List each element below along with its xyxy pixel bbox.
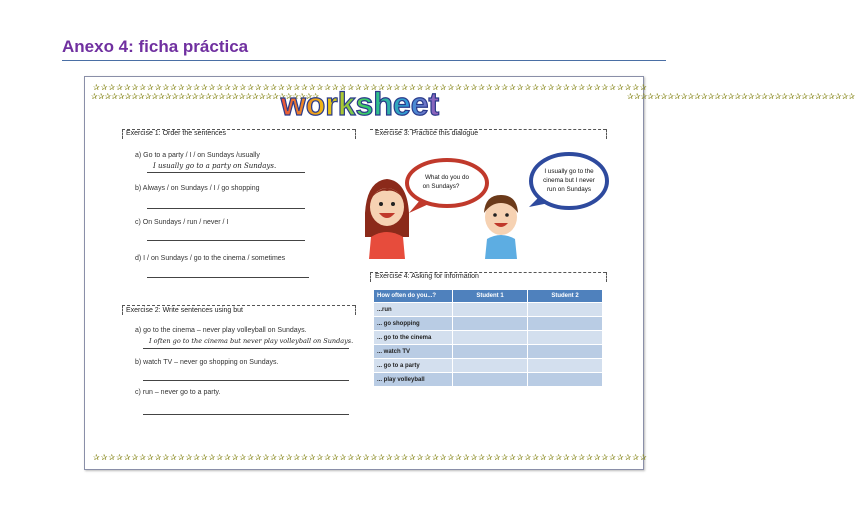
table-row — [374, 373, 603, 387]
info-table — [373, 289, 603, 387]
ex2-label: Exercise 2: Write sentences using but — [126, 307, 243, 314]
table-row — [374, 331, 603, 345]
bubble-right-line3: run on Sundays — [546, 186, 592, 193]
dialogue-illustration — [361, 141, 613, 261]
ex1-label: Exercise 1: Order the sentences — [126, 130, 226, 137]
ex1-answer-a: I usually go to a party on Sundays. — [153, 162, 277, 170]
table-row — [374, 303, 603, 317]
answer-line — [147, 172, 305, 173]
ex3-label: Exercise 3: Practice this dialogue — [375, 130, 479, 137]
boy-illustration — [484, 195, 518, 259]
table-header-cell: Student 1 — [453, 290, 528, 303]
table-cell: ... play volleyball — [374, 373, 453, 387]
ex1-item-d: d) I / on Sundays / go to the cinema / sometimes — [135, 255, 286, 262]
girl-illustration — [365, 179, 409, 259]
table-header-cell: How often do you...? — [374, 290, 453, 303]
ex2-item-b: b) watch TV – never go shopping on Sundays. — [135, 359, 279, 366]
table-row — [374, 317, 603, 331]
answer-line — [143, 380, 349, 381]
speech-bubble-left — [407, 160, 487, 213]
bubble-right-line1: I usually go to the — [544, 168, 594, 175]
answer-line — [147, 277, 309, 278]
answer-line — [147, 240, 305, 241]
ex2-item-a: a) go to the cinema – never play volleyball on Sundays. — [135, 327, 307, 334]
bubble-left-line1: What do you do — [424, 174, 470, 181]
ex1-item-a: a) Go to a party / I / on Sundays /usually — [135, 152, 260, 159]
ex2-border-top — [122, 305, 355, 306]
star-border-top: ✰✰✰✰✰✰✰✰✰✰✰✰✰✰✰✰✰✰✰✰✰✰✰✰✰✰✰✰✰✰✰✰✰✰✰✰✰✰✰✰✰✰✰✰✰✰✰✰✰✰✰✰✰✰✰✰✰✰✰✰✰✰✰✰✰✰✰✰✰✰✰✰ — [93, 83, 648, 92]
ex1-item-c: c) On Sundays / run / never / I — [135, 219, 229, 226]
worksheet-title: worksheet — [280, 86, 440, 122]
answer-line — [143, 348, 349, 349]
table-cell: ... go to a party — [374, 359, 453, 373]
table-cell: ... go to the cinema — [374, 331, 453, 345]
answer-line — [143, 414, 349, 415]
table-row — [374, 359, 603, 373]
table-cell: ... go shopping — [374, 317, 453, 331]
star-border-bottom: ✰✰✰✰✰✰✰✰✰✰✰✰✰✰✰✰✰✰✰✰✰✰✰✰✰✰✰✰✰✰✰✰✰✰✰✰✰✰✰✰✰✰✰✰✰✰✰✰✰✰✰✰✰✰✰✰✰✰✰✰✰✰✰✰✰✰✰✰✰✰✰✰ — [93, 453, 648, 462]
ex4-label: Exercise 4: Asking for information — [375, 273, 479, 280]
page-heading: Anexo 4: ficha práctica — [62, 37, 249, 56]
table-header-row — [374, 290, 603, 303]
table-cell: ...run — [374, 303, 453, 317]
worksheet-image — [84, 76, 855, 470]
speech-bubble-right — [529, 154, 607, 208]
table-header-cell: Student 2 — [528, 290, 603, 303]
star-border-right: ✰✰✰✰✰✰✰✰✰✰✰✰✰✰✰✰✰✰✰✰✰✰✰✰✰✰✰✰✰✰✰✰✰✰ — [627, 92, 855, 101]
ex2-item-c: c) run – never go to a party. — [135, 389, 221, 396]
answer-line — [147, 208, 305, 209]
bubble-left-line2: on Sundays? — [422, 183, 460, 190]
bubble-right-line2: cinema but I never — [543, 177, 595, 184]
star-border-left: ✰✰✰✰✰✰✰✰✰✰✰✰✰✰✰✰✰✰✰✰✰✰✰✰✰✰✰✰✰✰✰✰✰✰ — [91, 92, 319, 101]
ex2-answer-a: I often go to the cinema but never play volleyball on Sundays. — [149, 337, 354, 345]
table-row — [374, 345, 603, 359]
ex1-item-b: b) Always / on Sundays / I / go shopping — [135, 185, 260, 192]
worksheet-title-art — [225, 87, 495, 123]
heading-rule — [62, 60, 666, 61]
table-cell: ... watch TV — [374, 345, 453, 359]
